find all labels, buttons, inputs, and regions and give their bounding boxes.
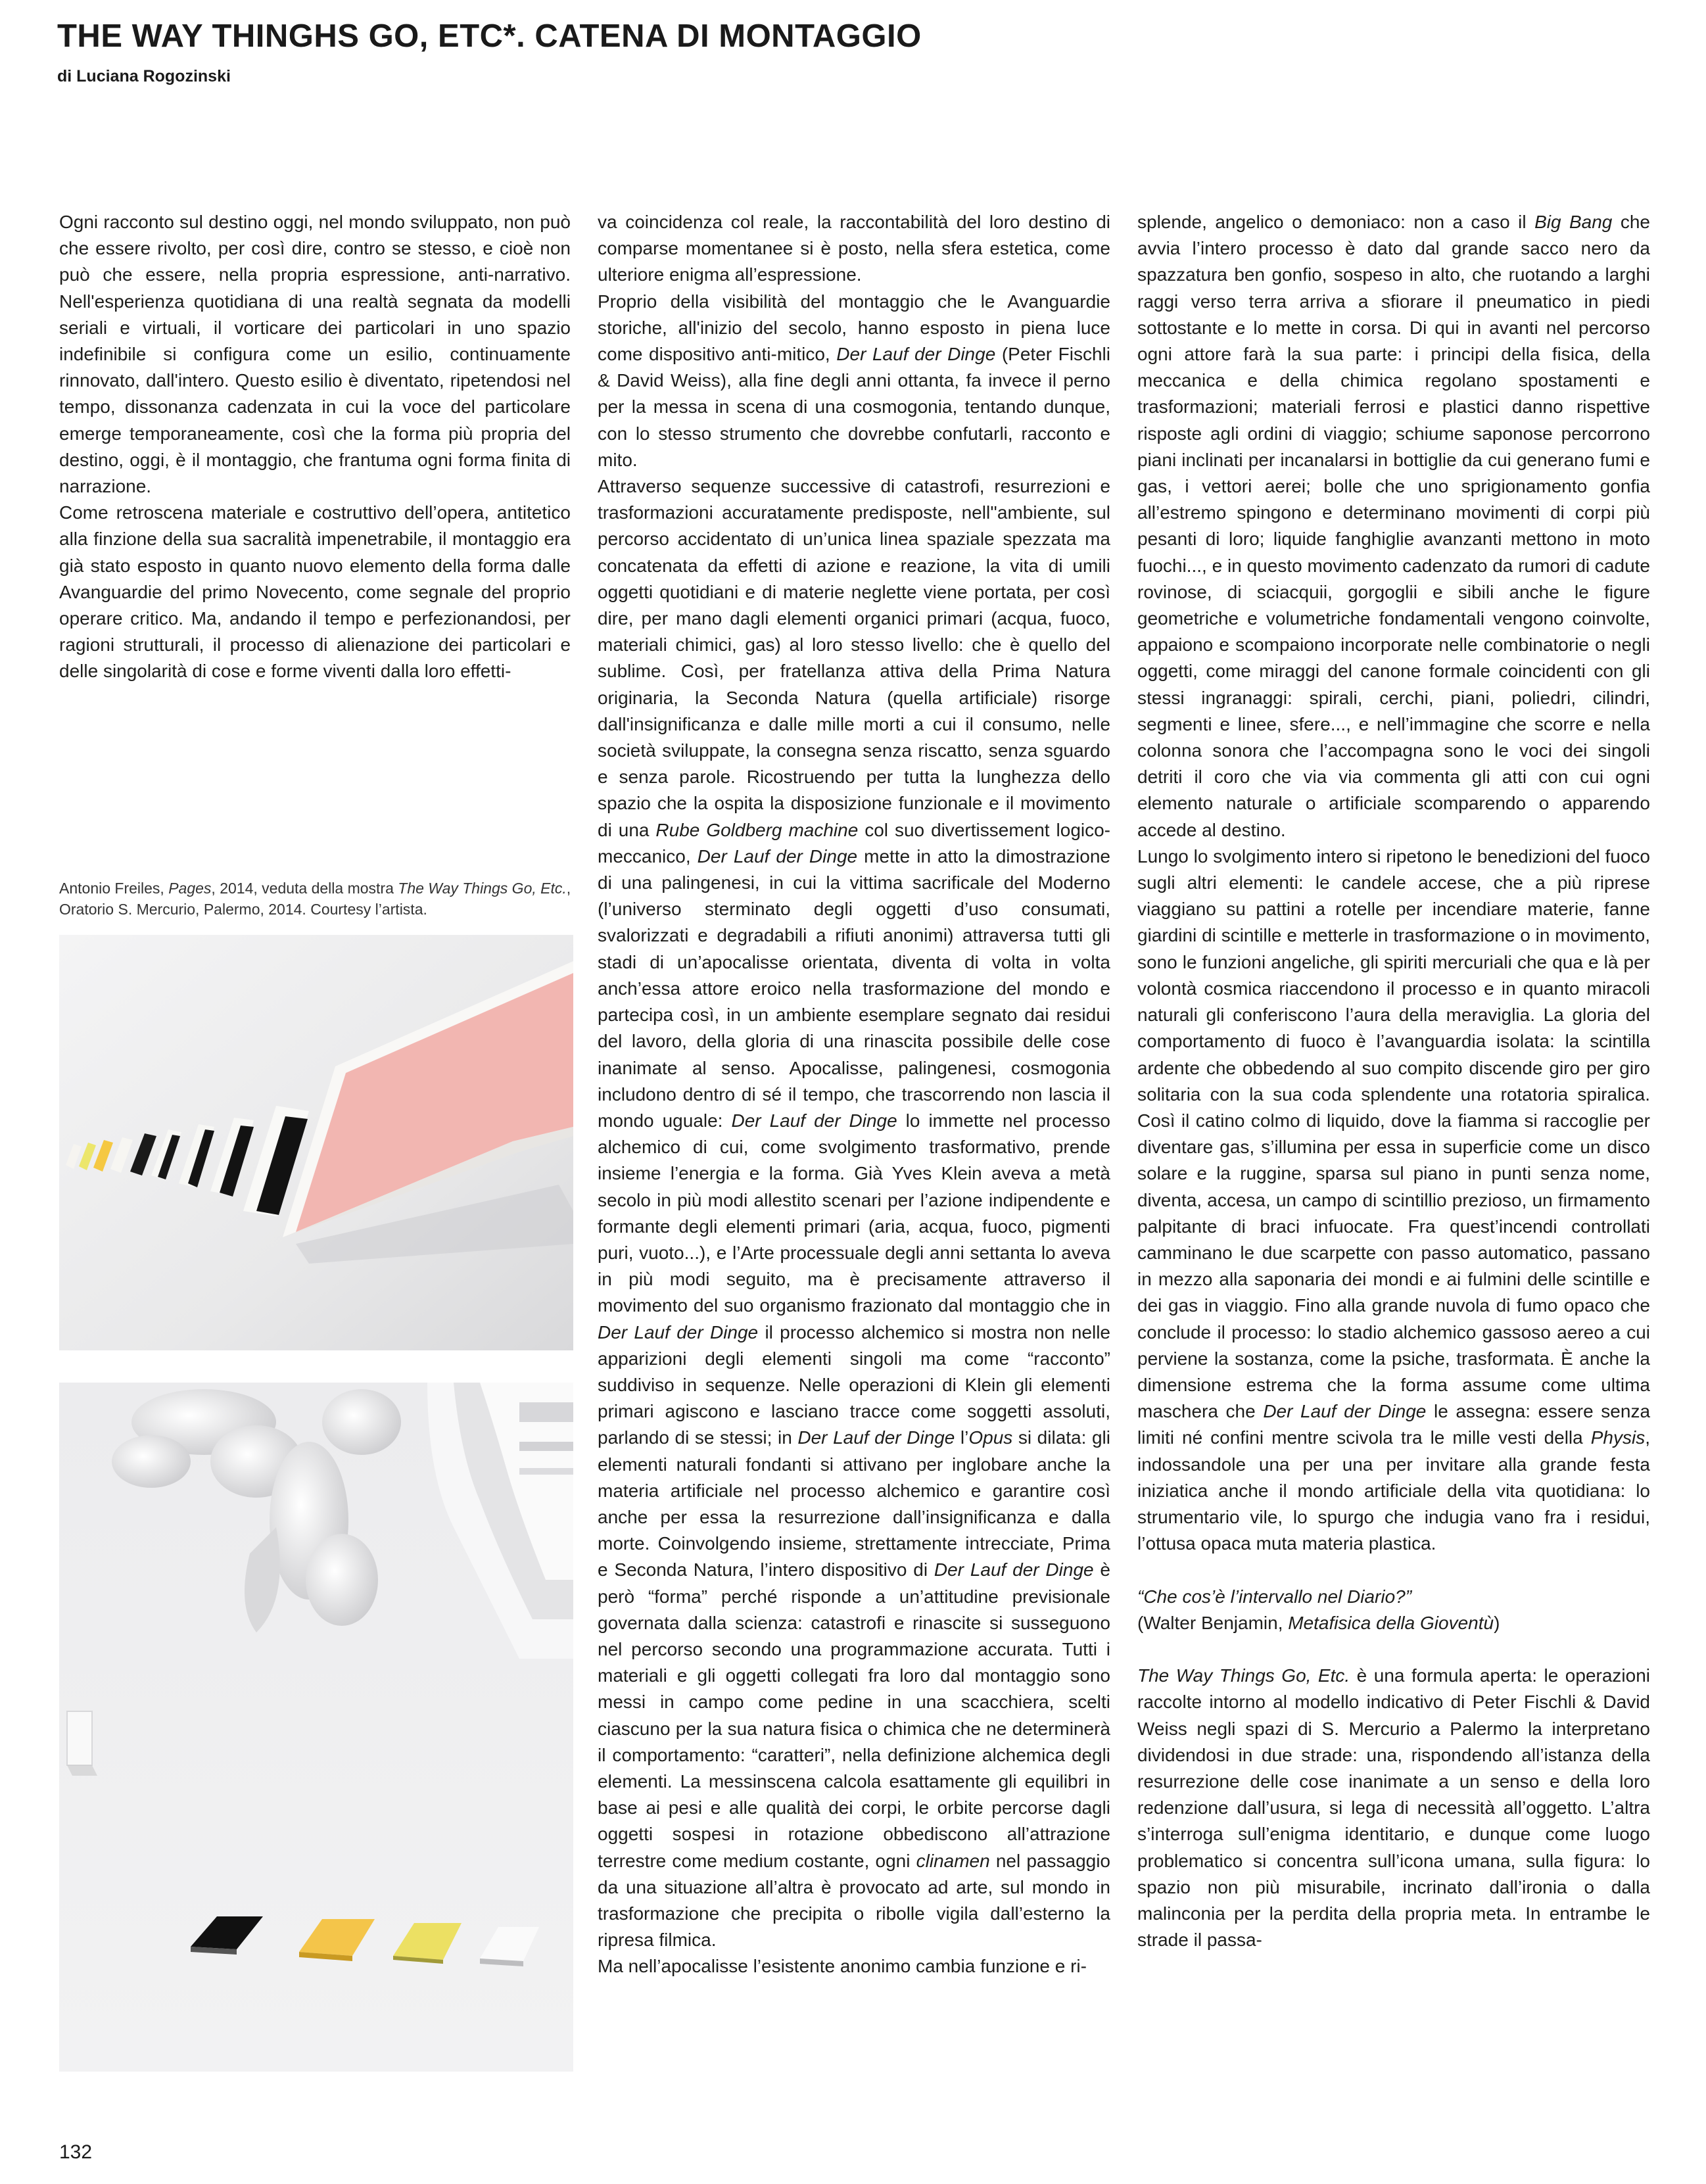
paragraph: Lungo lo svolgimento intero si ripetono le benedizioni del fuoco sugli altri elementi: le candele accese, che a più riprese viaggiano su pattini a rotelle per incendiare materie, fanne giardini di scintille e metterle in trasformazione o in movimento, sono le funzioni angeliche, gli spiriti mercuriali che qua e là per volontà cosmica riaccendono il processo e in quanto miracoli naturali gli conferiscono l’aura della meraviglia. La gloria del comportamento di fuoco è l’avanguardia isolata: la scintilla ardente che obbedendo al suo compito discende giro per giro solitaria con la sua coda splendente una rotatoria spiralica. Così il catino colmo di liquido, dove la fiamma si raccoglie per diventare gas, s’illumina per essa in superficie come un disco solare e la ruggine, sparsa sul piano in punti senza nome, diventa, accesa, un campo di scintillio prezioso, un firmamento palpitante di braci infuocate. Fra quest’incendi controllati camminano le due scarpette con passo automatico, passano in mezzo alla saponaria dei mondi e ai fulmini delle scintille e dei gas in viaggio. Fino alla grande nuvola di fumo opaco che conclude il processo: lo stadio alchemico gassoso aereo a cui perviene la sostanza, come la psiche, trasformata. È anche la dimensione estrema che la forma assume come ultima maschera che Der Lauf der Dinge le assegna: essere senza limiti né confini mentre scivola tra le mille vesti della Physis, indossandole una per una per invitare alla grande festa iniziatica anche il mondo artificiale della vita quotidiana: lo strumentario vile, lo spurgo che indugia vano fra i residui, l’ottusa opaca muta materia plastica. (1137, 845, 1651, 1554)
article-byline: di Luciana Rogozinski (57, 67, 231, 85)
article-title: THE WAY THINGHS GO, ETC*. CATENA DI MONTAGGIO (57, 18, 922, 54)
paragraph: Ma nell’apocalisse l’esistente anonimo cambia funzione e ri- (598, 1956, 1087, 1977)
text-column-2 (598, 209, 1110, 1980)
paragraph: splende, angelico o demoniaco: non a caso il Big Bang che avvia l’intero processo è dato dal grande sacco nero da spazzatura ben gonfio, sospeso in alto, che ruotando a larghi raggi verso terra arriva a sfiorare il pneumatico in piedi sottostante e lo mette in corsa. Di qui in avanti nel percorso ogni attore farà la sua parte: i principi della fisica, della meccanica e della chimica regolano spostamenti e trasformazioni; materiali ferrosi e plastici danno rispettive risposte agli ordini di viaggio; schiume saponose percorrono piani inclinati per incanalarsi in bottiglie da cui generano fumi e gas, i vettori aerei; bolle che uno sprigionamento gonfia all’estremo spingono e determinano movimenti di corpi più pesanti di loro; liquide fanghiglie avanzanti mettono in moto fuochi..., e in questo movimento cadenzato da rumori di cadute rovinose, di sciacquii, gorgoglii e sibili anche le figure geometriche e volumetriche fondamentali vengono coinvolte, appaiono e scompaiono incorporate nelle combinatorie o negli oggetti, come miraggi del canone formale coincidenti con gli stessi ingranaggi: spirali, cerchi, piani, poliedri, cilindri, segmenti e linee, sfere..., e nell’immagine che scorre e nella colonna sonora che l’accompagna sono le voci dei singoli detriti il coro che via via commenta gli atti con cui ogni elemento naturale o artificiale scomparendo o apparendo accede al destino. (1137, 212, 1650, 840)
caption-text: Antonio Freiles, Pages, 2014, veduta della mostra The Way Things Go, Etc., Oratorio S. Mercurio, Palermo, 2014. Courtesy l’artista. (59, 880, 571, 918)
paragraph: Ogni racconto sul destino oggi, nel mondo sviluppato, non può che essere rivolto, per così dire, contro se stesso, e cioè non può che essere, nella propria espressione, anti-narrativo. Nell'esperienza quotidiana di una realtà segnata da modelli seriali e virtuali, il vorticare dei particolari in uno spazio indefinibile si configura come un esilio, continuamente rinnovato, dall'intero. Questo esilio è diventato, ripetendosi nel tempo, dissonanza cadenzata in cui la voce del particolare emerge temporaneamente, così che la forma più propria del destino, oggi, è il montaggio, che frantuma ogni forma finita di narrazione. (59, 212, 571, 497)
exhibition-photo-pages-wall (59, 935, 573, 1350)
paragraph: Proprio della visibilità del montaggio che le Avanguardie storiche, all'inizio del secolo, hanno esposto in piena luce come dispositivo anti-mitico, Der Lauf der Dinge (Peter Fischli & David Weiss), alla fine degli anni ottanta, fa invece il perno per la messa in scena di una cosmogonia, tentando dunque, con lo stesso strumento che dovrebbe confutarli, racconto e mito. (598, 291, 1110, 470)
epigraph-source: (Walter Benjamin, Metafisica della Gioventù) (1137, 1612, 1500, 1633)
text-column-1 (59, 209, 571, 685)
caption-work-title: Pages (168, 880, 212, 897)
paragraph: Attraverso sequenze successive di catastrofi, resurrezioni e trasformazioni accuratamente predisposte, nell''ambiente, sul percorso accidentato di un’unica linea spaziale spezzata ma concatenata da effetti di azione e reazione, la vita di umili oggetti quotidiani e di materie neglette viene portata, per così dire, per mano dagli elementi organici primari (acqua, fuoco, materiali chimici, gas) al loro stesso livello: che è quello del sublime. Così, per fratellanza attiva della Prima Natura originaria, la Seconda Natura (quella artificiale) risorge dall'insignificanza e dalle mille morti a cui il consumo, nelle società sviluppate, la consegna senza riscatto, senza sguardo e senza parole. Ricostruendo per tutta la lunghezza dello spazio che la ospita la disposizione funzionale e il movimento di una Rube Goldberg machine col suo divertissement logico-meccanico, Der Lauf der Dinge mette in atto la dimostrazione di una palingenesi, in cui la vittima sacrificale del Moderno (l’universo sterminato degli oggetti d’uso consumati, svalorizzati e degradabili a rifiuti anonimi) attraversa tutti gli stadi di un’apocalisse orientata, diventa di volta in volta anch’essa attore eroico nella trasformazione del mondo e partecipa così, in un ambiente esemplare segnato dai residui del lavoro, della gloria di una rinascita possibile delle cose inanimate al senso. Apocalisse, palingenesi, cosmogonia includono dentro di sé il tempo, che trascorrendo non lascia il mondo uguale: Der Lauf der Dinge lo immette nel processo alchemico di cui, come svolgimento trasformativo, prende insieme l’energia e la forma. Già Yves Klein aveva a metà secolo in più modi allestito scenari per l’azione indipendente e formante degli elementi primari (aria, acqua, fuoco, pigmenti puri, vuoto...), e l’Arte processuale degli anni settanta lo aveva in più modi seguito, ma è precisamente attraverso il movimento del suo organismo frazionato dal montaggio che in Der Lauf der Dinge il processo alchemico si mostra non nelle apparizioni degli elementi singoli ma come “racconto” suddiviso in sequenze. Nelle operazioni di Klein gli elementi primari agiscono e lasciano tracce come soggetti assoluti, parlando di se stessi; in Der Lauf der Dinge l’Opus si dilata: gli elementi naturali fondanti si attivano per inglobare anche la materia artificiale nel processo alchemico e garantire così anche per essa la resurrezione dall’insignificanza e dalla morte. Coinvolgendo insieme, strettamente intrecciate, Prima e Seconda Natura, l’intero dispositivo di Der Lauf der Dinge è però “forma” perché risponde a un’attitudine previsionale governata dalla scienza: catastrofi e rinascite si susseguono nel percorso secondo una programmazione accurata. Tutti i materiali e gli oggetti collegati fra loro dal montaggio sono messi in campo come pedine in una scacchiera, scelti ciascuno per la sua natura fisica o chimica che ne determinerà il comportamento: “caratteri”, nella definizione alchemica degli elementi. La messinscena calcola esattamente gli equilibri in base ai pesi e alle qualità dei corpi, le orbite percorse dagli oggetti sospesi in rotazione obbediscono all’attrazione terrestre come medium costante, ogni clinamen nel passaggio da una situazione all’altra è provocato ad arte, sul mondo in trasformazione che precipita o ribolle vigila dall’esterno la ripresa filmica. (598, 476, 1111, 1951)
exhibition-photo-stucco-and-pages (59, 1383, 573, 2072)
photo-caption (59, 878, 572, 920)
paragraph: va coincidenza col reale, la raccontabilità del loro destino di comparse momentanee si è posto, nella sfera estetica, come ulteriore enigma all’espressione. (598, 212, 1110, 285)
page-number: 132 (59, 2141, 93, 2163)
paragraph: The Way Things Go, Etc. è una formula aperta: le operazioni raccolte intorno al modello indicativo di Peter Fischli & David Weiss negli spazi di S. Mercurio a Palermo la interpretano dividendosi in due strade: una, rispondendo all’istanza della resurrezione delle cose inanimate a un senso e della loro redenzione dall’usura, si lega di necessità all’oggetto. L’altra s’interroga sull’enigma identitario, e dunque come luogo problematico si concentra sull’icona umana, sulla figura: lo spazio non più misurabile, incrinato dall’ironia o dalla malinconia per la perdita della propria meta. In entrambe le strade il passa- (1137, 1665, 1651, 1951)
paragraph: Come retroscena materiale e costruttivo dell’opera, antitetico alla finzione della sua sacralità impenetrabile, il montaggio era già stato esposto in quanto nuovo elemento della forma dalle Avanguardie del primo Novecento, come segnale del proprio operare critico. Ma, andando il tempo e perfezionandosi, per ragioni strutturali, il processo di alienazione dei particolari e delle singolarità di cose e forme viventi dalla loro effetti- (59, 502, 571, 682)
text-column-3 (1137, 209, 1650, 1953)
epigraph-quote: “Che cos’è l’intervallo nel Diario?” (1137, 1586, 1412, 1607)
caption-exhibition-title: The Way Things Go, Etc. (398, 880, 567, 897)
